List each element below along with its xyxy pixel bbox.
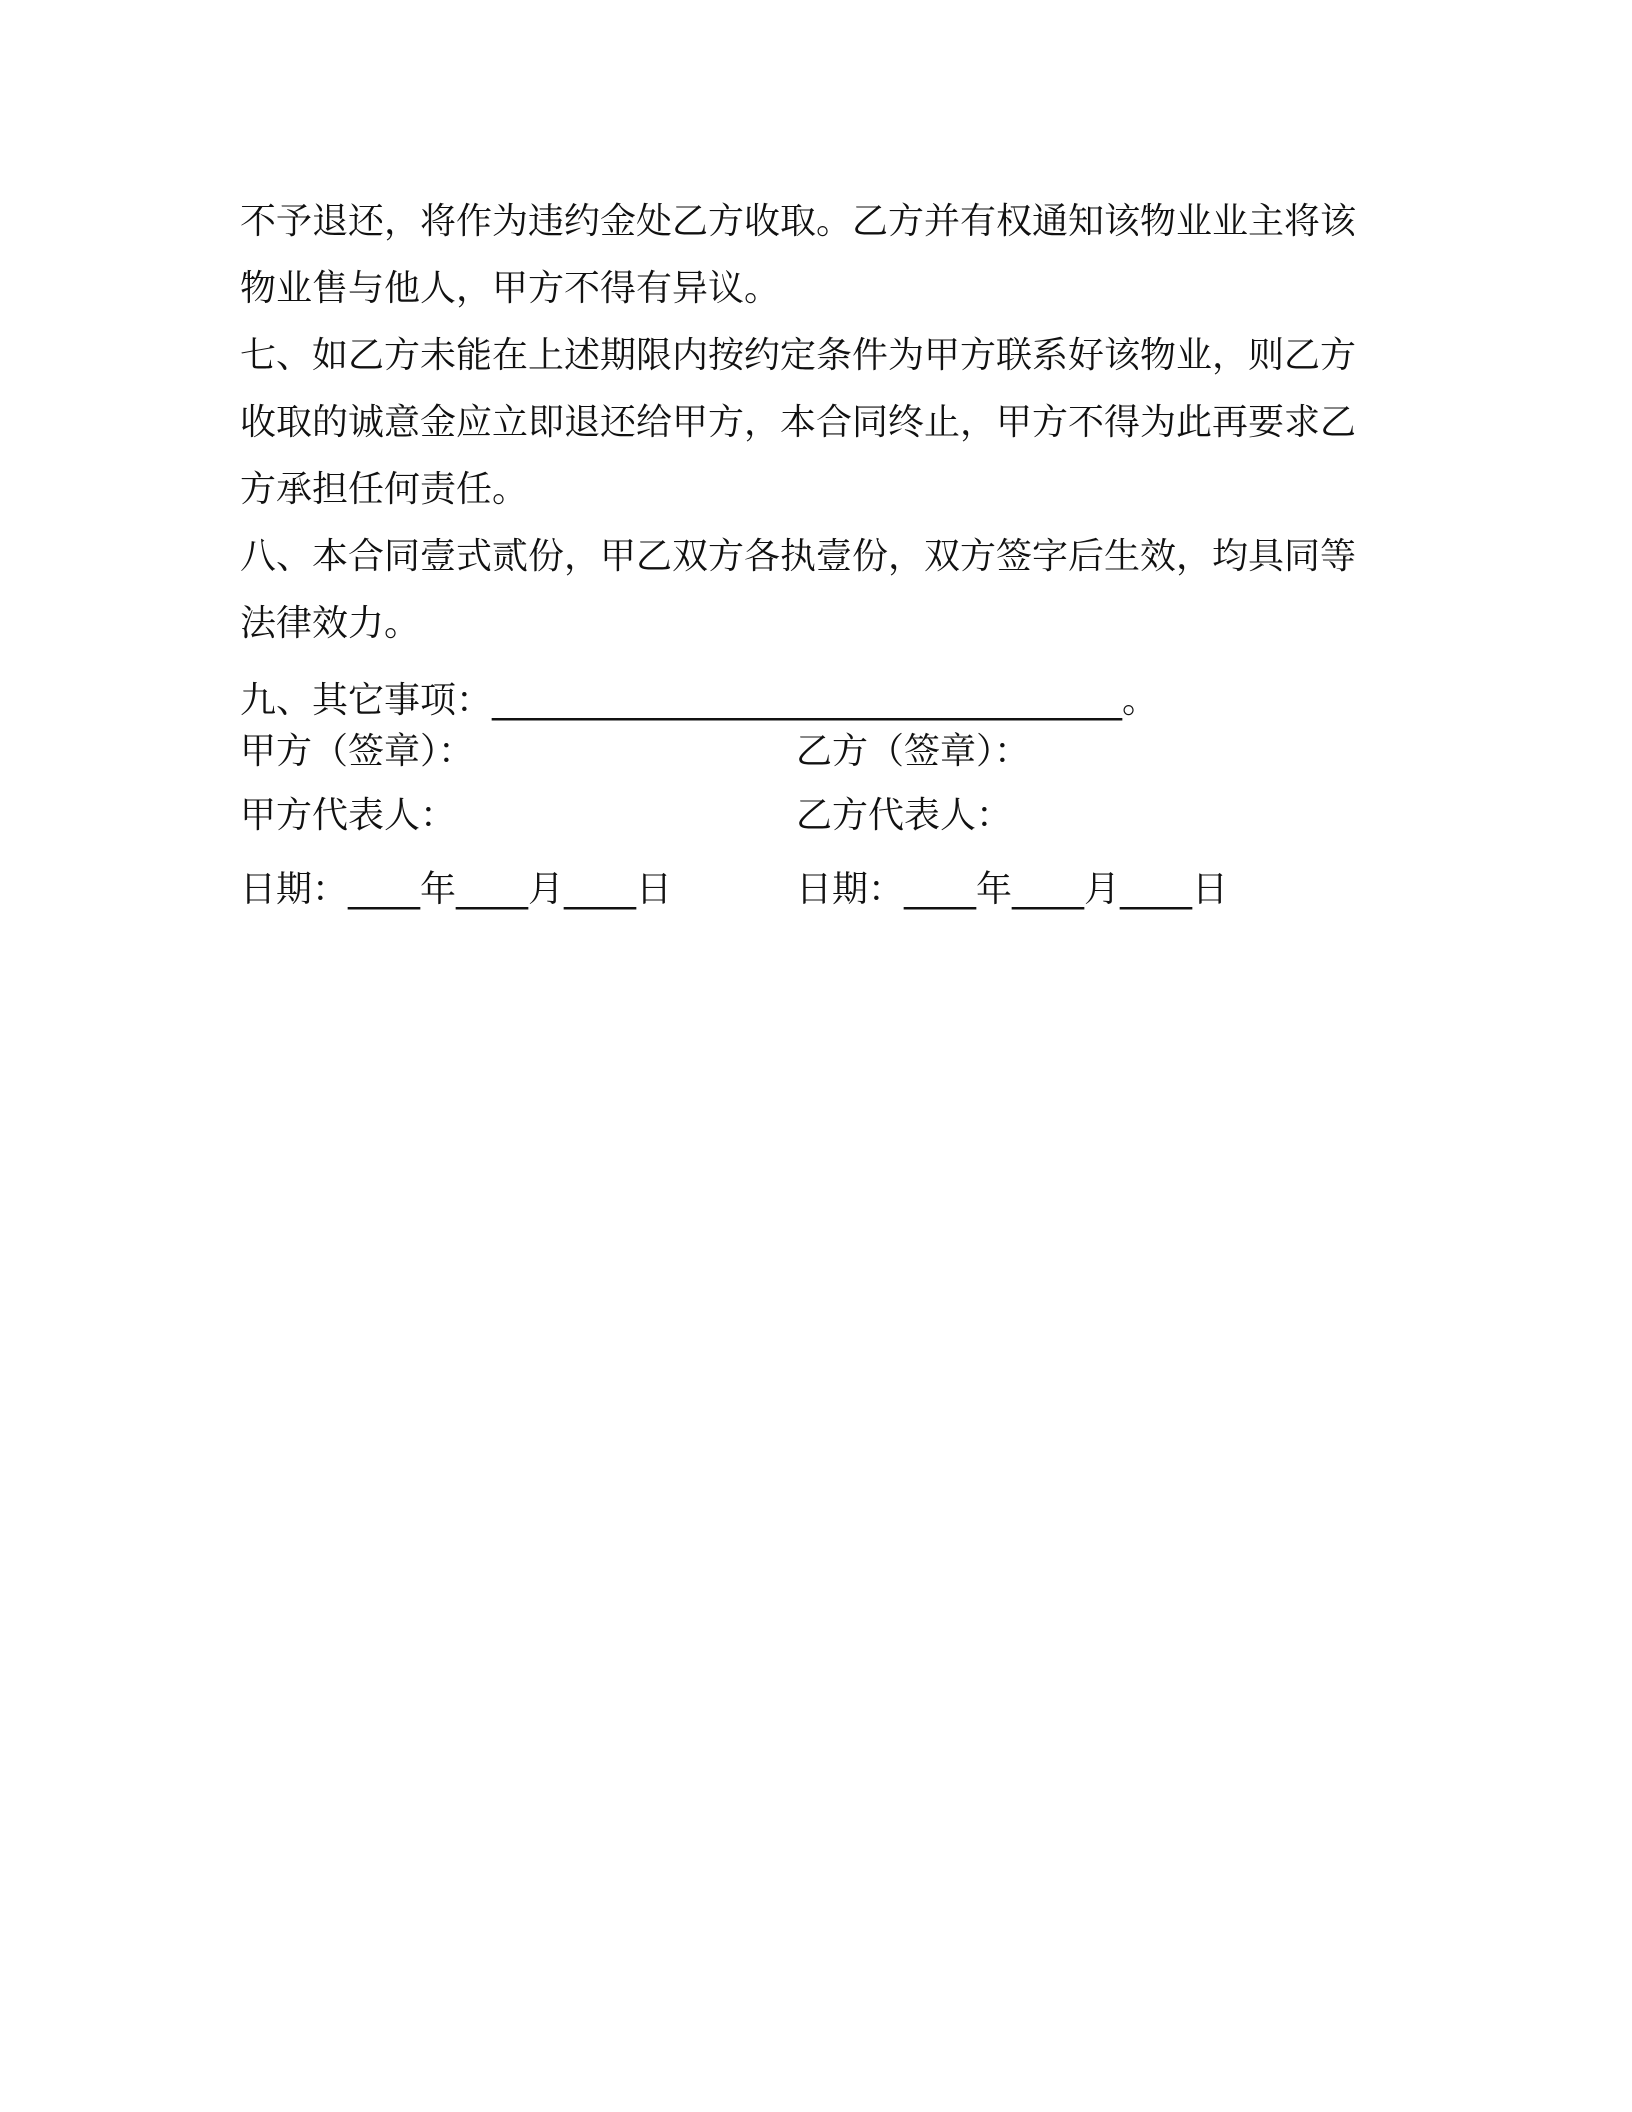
party-a-representative-label: 甲方代表人：	[240, 795, 457, 836]
paragraph-clause-8: 八、本合同壹式贰份，甲乙双方各执壹份，双方签字后生效，均具同等法律效力。	[240, 536, 1357, 644]
contract-body	[240, 188, 1360, 657]
paragraph-clause-7: 七、如乙方未能在上述期限内按约定条件为甲方联系好该物业，则乙方收取的诚意金应立即退还给甲方，本合同终止，甲方不得为此再要求乙方承担任何责任。	[240, 335, 1357, 510]
party-b-seal-label: 乙方（签章）：	[796, 731, 1031, 772]
party-a-date-field: 日期：____年____月____日	[240, 869, 673, 910]
party-a-seal-label: 甲方（签章）：	[240, 731, 475, 772]
paragraph-refund-clause: 不予退还，将作为违约金处乙方收取。乙方并有权通知该物业业主将该物业售与他人，甲方不得有异议。	[240, 201, 1357, 309]
party-b-representative-label: 乙方代表人：	[796, 795, 1013, 836]
clause-9-other-matters: 九、其它事项：___________________________________。	[240, 680, 1159, 721]
party-b-date-field: 日期：____年____月____日	[796, 869, 1229, 910]
